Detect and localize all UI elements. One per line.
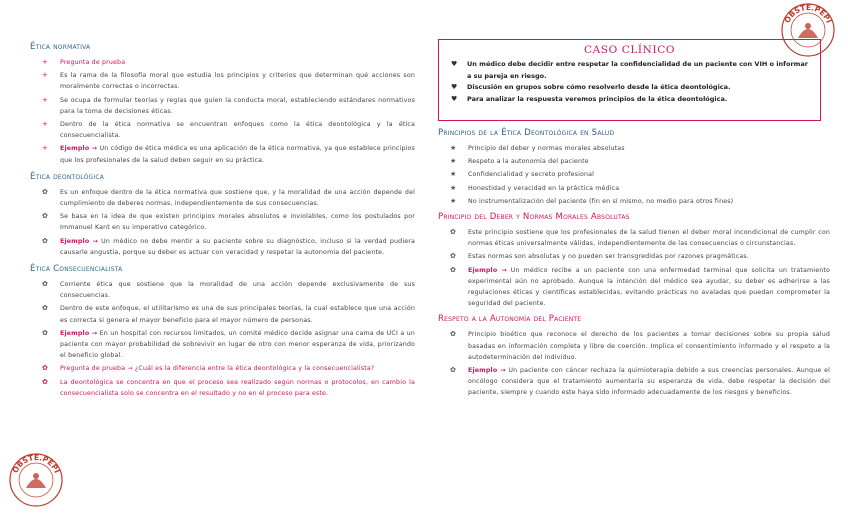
- item-text: En un hospital con recursos limitados, un comité médico decide asignar una cama de UCI a un paciente con mayor probabilidad de sobrevivir en lugar de otro con menor esperanza de vida, priorizando el beneficio global.: [60, 329, 415, 360]
- svg-text:OBSTE.PEPI: OBSTE.PEPI: [782, 2, 834, 25]
- item-text: Un médico recibe a un paciente con una enfermedad terminal que solicita un tratamiento experimental aún no aprobado. Aunque la intención del médico sea ayudar, su deber es adherirse a las regulaciones éticas y científicas establecidas, evitando prácticas no avaladas que puedan comprometer la seguridad del paciente.: [468, 266, 830, 308]
- ejemplo-label: Ejemplo →: [60, 237, 99, 245]
- item-text: Honestidad y veracidad en la práctica médica: [468, 184, 620, 192]
- star-bullet-icon: ★: [450, 144, 457, 152]
- plus-bullet-icon: +: [42, 120, 49, 129]
- list-principios: [438, 143, 830, 207]
- flower-bullet-icon: ✿: [42, 236, 49, 245]
- flower-bullet-icon: ✿: [42, 377, 49, 386]
- flower-bullet-icon: ✿: [42, 280, 49, 289]
- item-text: Un paciente con cáncer rechaza la quimioterapia debido a sus creencias personales. Aunque el oncólogo considera que el tratamiento aumentaría su esperanza de vida, debe respetar la decisión del paciente, siempre y cuando este haya sido informado adecuadamente de los riesgos y beneficios.: [468, 367, 830, 397]
- ejemplo-label: Ejemplo →: [60, 329, 98, 337]
- list-item: [438, 156, 830, 167]
- list-item: [30, 119, 415, 141]
- item-text: Un médico no debe mentir a su paciente sobre su diagnóstico, incluso si la verdad pudiera causarle angustia, porque su deber es actuar con veracidad y respetar la autonomía del paciente.: [60, 237, 415, 256]
- plus-bullet-icon: +: [42, 144, 49, 153]
- list-item: [30, 377, 415, 399]
- flower-bullet-icon: ✿: [450, 366, 457, 375]
- list-item: [438, 329, 830, 363]
- case-item-text: Discusión en grupos sobre cómo resolverlo desde la ética deontológica.: [467, 83, 731, 91]
- flower-bullet-icon: ✿: [42, 187, 49, 196]
- flower-bullet-icon: ✿: [42, 212, 49, 221]
- plus-bullet-icon: +: [42, 58, 49, 66]
- list-etica-consecuencialista: [30, 279, 415, 399]
- caso-clinico-list: [449, 59, 810, 105]
- case-item-text: Para analizar la respuesta veremos principios de la ética deontológica.: [467, 94, 728, 103]
- flower-bullet-icon: ✿: [450, 330, 457, 339]
- list-item: [30, 279, 415, 301]
- obste-pepi-logo-bottom: [8, 452, 64, 508]
- caso-clinico-box: [438, 39, 821, 121]
- item-text: La deontológica se concentra en que el proceso sea realizado según normas o protocolos, en cambio la consecuencialista solo se concentra en el resultado y no en el proceso para este.: [60, 378, 415, 397]
- item-text: Dentro de la ética normativa se encuentran enfoques como la ética deontológica y la ética consecuencialista.: [60, 121, 415, 140]
- item-text: Pregunta de prueba → ¿Cuál es la diferencia entre la ética deontológica y la consecuencialista?: [60, 365, 375, 373]
- ejemplo-label: Ejemplo →: [60, 145, 98, 153]
- star-bullet-icon: ★: [450, 196, 457, 205]
- list-item: [30, 303, 415, 325]
- list-etica-deontologica: [30, 187, 415, 258]
- flower-bullet-icon: ✿: [450, 252, 457, 261]
- item-text: No instrumentalización del paciente (fin en sí mismo, no medio para otros fines): [468, 197, 734, 205]
- item-text: Este principio sostiene que los profesionales de la salud tienen el deber moral incondicional de cumplir con normas éticas universalmente válidas, independientemente de las consecuencias o circunstancias.: [468, 229, 830, 248]
- item-text: Es la rama de la filosofía moral que estudia los principios y criterios que determinan qué acciones son moralmente correctas o incorrectas.: [60, 72, 415, 91]
- case-item: [449, 59, 810, 82]
- heart-icon: ♥: [451, 83, 458, 91]
- item-text: Estas normas son absolutas y no pueden ser transgredidas por razones pragmáticas.: [468, 253, 749, 261]
- list-item: [30, 211, 415, 233]
- item-text: Se basa en la idea de que existen principios morales absolutos e inviolables, como los postulados por Immanuel Kant en su imperativo categórico.: [60, 213, 415, 232]
- list-item: [30, 328, 415, 362]
- list-autonomia: [438, 329, 830, 398]
- item-text: Corriente ética que sostiene que la moralidad de una acción depende exclusivamente de sus consecuencias.: [60, 281, 415, 300]
- list-item: [438, 227, 830, 249]
- heading-etica-consecuencialista: Ética Consecuencialista: [30, 264, 123, 275]
- flower-bullet-icon: ✿: [42, 304, 49, 313]
- list-item: [30, 363, 415, 374]
- list-item: [438, 169, 830, 180]
- item-text: Pregunta de prueba: [60, 59, 126, 66]
- item-text: Principio bioético que reconoce el derecho de los pacientes a tomar decisiones sobre su propia salud basadas en información completa y libre de coerción. Implica el consentimiento informado y el respeto a la autodeterminación del individuo.: [468, 331, 830, 361]
- flower-bullet-icon: ✿: [42, 364, 49, 373]
- list-item: [30, 187, 415, 209]
- heading-etica-deontologica: Ética deontológica: [30, 171, 105, 182]
- heading-principio-deber: Principio del Deber y Normas Morales Absolutas: [438, 212, 630, 223]
- list-item: [438, 251, 830, 262]
- flower-bullet-icon: ✿: [450, 228, 457, 237]
- star-bullet-icon: ★: [450, 170, 457, 179]
- item-text: Respeto a la autonomía del paciente: [468, 158, 589, 166]
- heading-autonomia: Respeto a la Autonomía del Paciente: [438, 314, 582, 325]
- list-principio-deber: [438, 227, 830, 309]
- list-item: [438, 196, 830, 207]
- case-item: [449, 94, 810, 106]
- heart-icon: ♥: [451, 60, 458, 68]
- left-column: [30, 42, 415, 401]
- list-item: [30, 236, 415, 258]
- ejemplo-label: Ejemplo →: [468, 367, 506, 375]
- star-bullet-icon: ★: [450, 157, 457, 166]
- case-item-text: Un médico debe decidir entre respetar la confidencialidad de un paciente con VIH o informar a su pareja en riesgo.: [467, 60, 809, 80]
- svg-text:OBSTE.PEPI: OBSTE.PEPI: [10, 452, 62, 475]
- list-etica-normativa: [30, 57, 415, 166]
- list-item: [438, 143, 830, 154]
- list-item: [438, 365, 830, 399]
- star-bullet-icon: ★: [450, 183, 457, 192]
- case-item: [449, 82, 810, 94]
- plus-bullet-icon: +: [42, 71, 49, 80]
- list-item: [30, 70, 415, 92]
- list-item: [30, 57, 415, 68]
- list-item: [438, 183, 830, 194]
- flower-bullet-icon: ✿: [450, 265, 457, 274]
- item-text: Es un enfoque dentro de la ética normativa que sostiene que, y la moralidad de una acción depende del cumplimiento de deberes normas, independientemente de sus consecuencias.: [60, 188, 415, 208]
- plus-bullet-icon: +: [42, 95, 49, 104]
- caso-clinico-title: CASO CLÍNICO: [583, 44, 676, 56]
- heart-icon: ♥: [451, 94, 458, 103]
- item-text: Se ocupa de formular teorías y reglas que guíen la conducta moral, estableciendo estándares normativos para la toma de decisiones éticas.: [60, 96, 415, 115]
- heading-principios: Principios de la Ética Deontológica en Salud: [438, 128, 615, 138]
- heading-etica-normativa: Ética normativa: [30, 42, 91, 52]
- list-item: [30, 95, 415, 117]
- right-column: [438, 128, 830, 401]
- list-item: [438, 265, 830, 310]
- item-text: Un código de ética médica es una aplicación de la ética normativa, ya que establece principios que los profesionales de la salud deben seguir en su práctica.: [60, 145, 415, 164]
- ejemplo-label: Ejemplo →: [468, 266, 507, 274]
- item-text: Confidencialidad y secreto profesional: [468, 171, 595, 179]
- flower-bullet-icon: ✿: [42, 328, 49, 337]
- item-text: Principio del deber y normas morales absolutas: [468, 145, 625, 152]
- obste-pepi-logo: [780, 2, 836, 58]
- item-text: Dentro de este enfoque, el utilitarismo es una de sus principales teorías, la cual establece que una acción es correcta si genera el mayor beneficio para el mayor número de personas.: [60, 305, 415, 324]
- list-item: [30, 143, 415, 165]
